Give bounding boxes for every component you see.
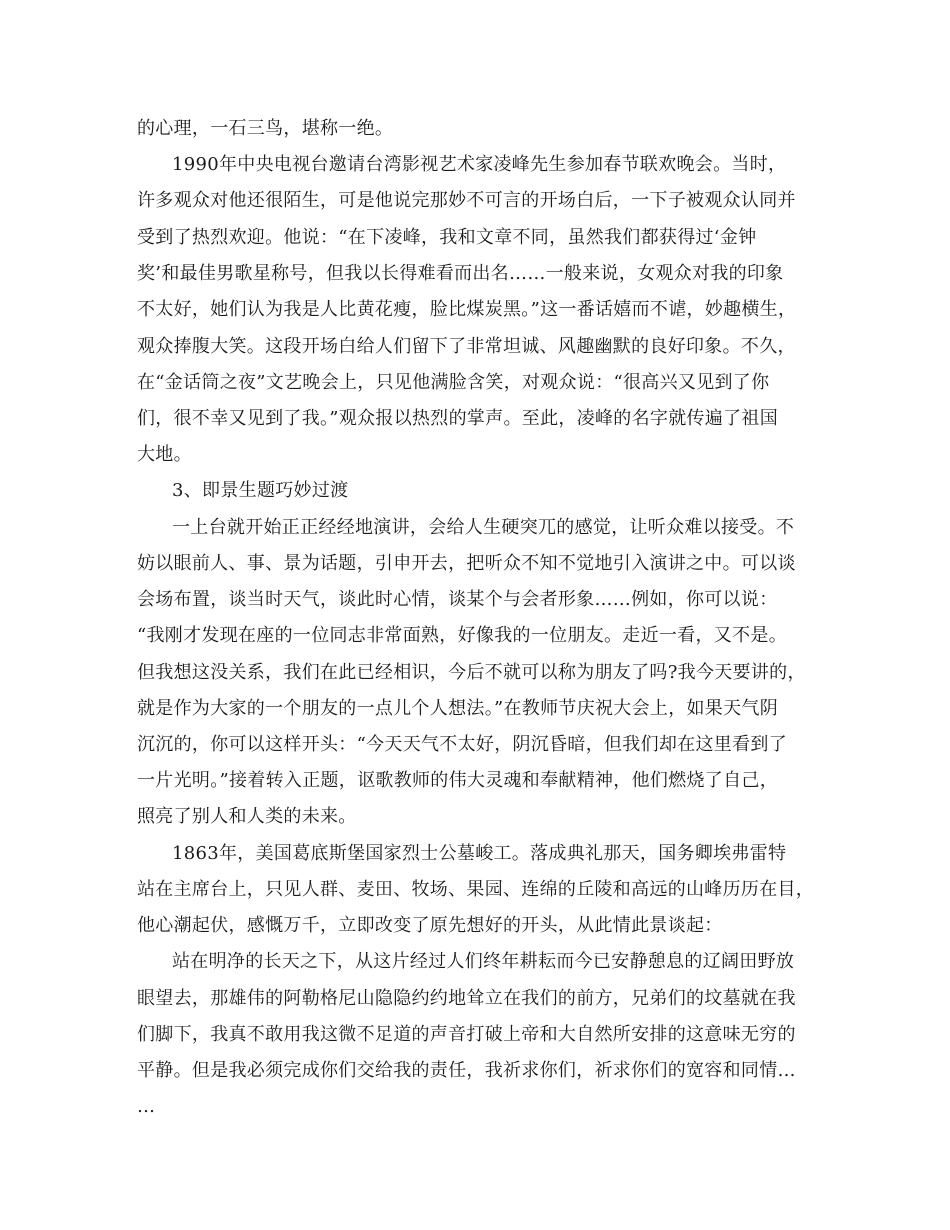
text-line: “我刚才发现在座的一位同志非常面熟，好像我的一位朋友。走近一看，又不是。 xyxy=(137,625,787,646)
text-line: 1990年中央电视台邀请台湾影视艺术家凌峰先生参加春节联欢晚会。当时， xyxy=(172,154,787,175)
text-line: 许多观众对他还很陌生，可是他说完那妙不可言的开场白后，一下子被观众认同并 xyxy=(137,190,796,211)
text-line: 妨以眼前人、事、景为话题，引申开去，把听众不知不觉地引入演讲之中。可以谈 xyxy=(137,553,796,574)
text-line: 观众捧腹大笑。这段开场白给人们留下了非常坦诚、风趣幽默的良好印象。不久， xyxy=(137,336,796,357)
text-line: 一片光明。”接着转入正题，讴歌教师的伟大灵魂和奉献精神，他们燃烧了自己， xyxy=(137,770,778,791)
text-line: 照亮了别人和人类的未来。 xyxy=(137,806,357,827)
text-line: 受到了热烈欢迎。他说：“在下凌峰，我和文章不同，虽然我们都获得过‘金钟 xyxy=(137,227,757,248)
text-line: 不太好，她们认为我是人比黄花瘦，脸比煤炭黑。”这一番话嬉而不谑，妙趣横生， xyxy=(137,299,797,320)
text-line: 大地。 xyxy=(137,444,192,465)
text-line: … xyxy=(137,1096,156,1117)
text-line: 会场布置，谈当时天气，谈此时心情，谈某个与会者形象……例如，你可以说： xyxy=(137,589,778,610)
text-line: 的心理，一石三鸟，堪称一绝。 xyxy=(137,118,394,139)
section-heading: 3、即景生题巧妙过渡 xyxy=(172,480,349,501)
text-line: 就是作为大家的一个朋友的一点儿个人想法。”在教师节庆祝大会上，如果天气阴 xyxy=(137,698,778,719)
text-line: 在“金话筒之夜”文艺晚会上，只见他满脸含笑，对观众说：“很高兴又见到了你 xyxy=(137,372,770,393)
text-line: 但我想这没关系，我们在此已经相识，今后不就可以称为朋友了吗?我今天要讲的， xyxy=(137,662,806,683)
text-line: 他心潮起伏，感慨万千，立即改变了原先想好的开头，从此情此景谈起： xyxy=(137,915,723,936)
text-line: 平静。但是我必须完成你们交给我的责任，我祈求你们，祈求你们的宽容和同情… xyxy=(137,1060,796,1081)
text-line: 沉沉的，你可以这样开头：“今天天气不太好，阴沉昏暗，但我们却在这里看到了 xyxy=(137,734,787,755)
text-line: 站在明净的长天之下，从这片经过人们终年耕耘而今已安静憩息的辽阔田野放 xyxy=(172,951,795,972)
text-line: 奖’和最佳男歌星称号，但我以长得难看而出名……一般来说，女观众对我的印象 xyxy=(137,263,784,284)
text-line: 眼望去，那雄伟的阿勒格尼山隐隐约约地耸立在我们的前方，兄弟们的坟墓就在我 xyxy=(137,988,796,1009)
text-line: 们，很不幸又见到了我。”观众报以热烈的掌声。至此，凌峰的名字就传遍了祖国 xyxy=(137,408,778,429)
text-line: 们脚下，我真不敢用我这微不足道的声音打破上帝和大自然所安排的这意味无穷的 xyxy=(137,1024,796,1045)
text-line: 站在主席台上，只见人群、麦田、牧场、果园、连绵的丘陵和高远的山峰历历在目， xyxy=(137,879,815,900)
text-line: 一上台就开始正正经经地演讲，会给人生硬突兀的感觉，让听众难以接受。不 xyxy=(172,517,795,538)
text-line: 1863年，美国葛底斯堡国家烈士公墓峻工。落成典礼那天，国务卿埃弗雷特 xyxy=(172,843,787,864)
